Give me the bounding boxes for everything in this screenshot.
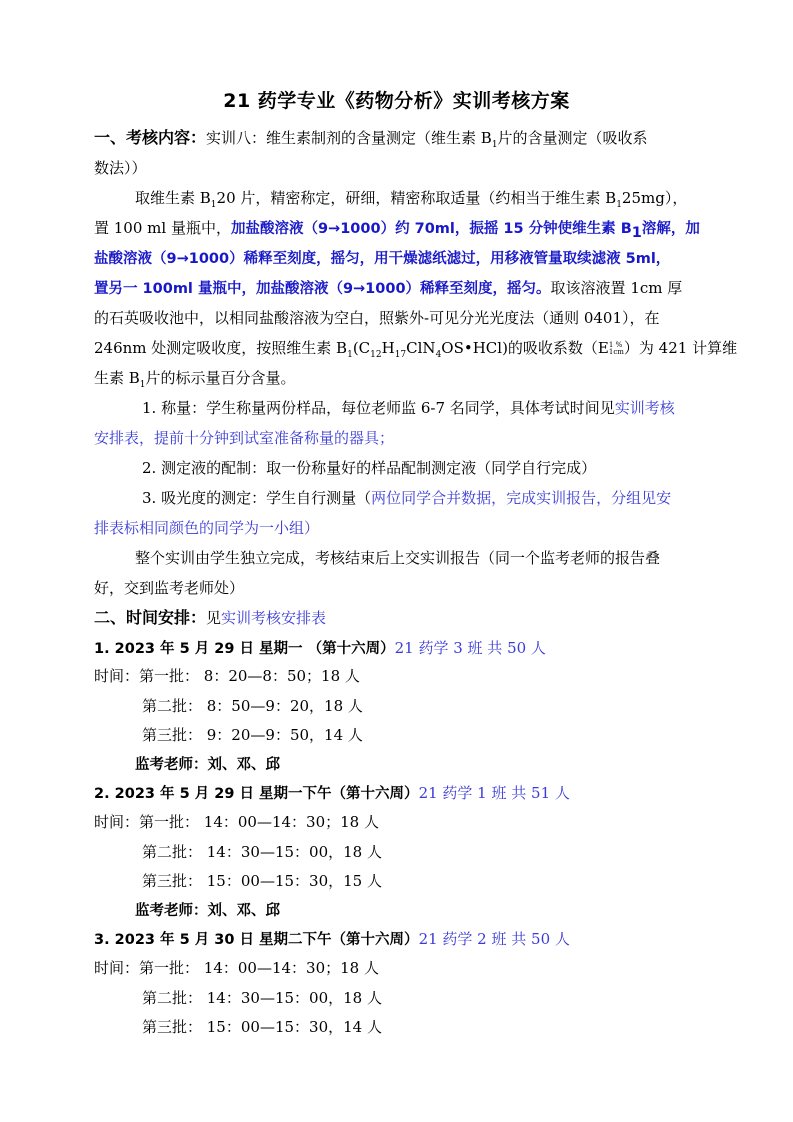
paragraph-2-line-1: 整个实训由学生独立完成，考核结束后上交实训报告（同一个监考老师的报告叠 [135, 549, 661, 567]
section1-intro-c: 数法）） [94, 159, 147, 177]
session-1-batch-3: 第三批： 9：20—9：50，14 人 [142, 726, 363, 744]
session-3-header: 3. 2023 年 5 月 30 日 星期二下午（第十六周）21 药学 2 班 共 50 人 [94, 930, 570, 948]
procedure-line-6: 246nm 处测定吸收度，按照维生素 $B_1(C_{12}H_{17}ClN_4OS•HCl)$的吸收系数（E1 % 1cm）为 421 计算维 [94, 339, 738, 360]
item-1-continuation: 安排表，提前十分钟到试室准备称量的器具； [94, 429, 395, 447]
section1-heading-line: 一、考核内容：实训八：维生素制剂的含量测定（维生素 $B_1$片的含量测定（吸收系 [94, 128, 648, 150]
schedule-link-2[interactable]: 实训考核安排表 [221, 609, 327, 627]
section2-heading: 二、时间安排： [94, 608, 207, 627]
item-2-line: 2. 测定液的配制：取一份称量好的样品配制测定液（同学自行完成） [142, 459, 597, 477]
session-1-proctors: 监考老师：刘、邓、邱 [135, 757, 280, 773]
paragraph-2-line-2: 好，交到监考老师处） [94, 579, 245, 597]
section2-heading-line: 二、时间安排：见实训考核安排表 [94, 608, 327, 627]
session-2-header: 2. 2023 年 5 月 29 日 星期一下午（第十六周）21 药学 1 班 共 51 人 [94, 784, 570, 802]
section1-intro-a: 实训八：维生素制剂的含量测定（维生素 B [206, 129, 492, 147]
session-3-batch-2: 第二批： 14：30—15：00，18 人 [142, 989, 382, 1007]
item-3-line: 3. 吸光度的测定：学生自行测量（两位同学合并数据，完成实训报告，分组见安 [142, 489, 672, 507]
session-1-header: 1. 2023 年 5 月 29 日 星期一 （第十六周）21 药学 3 班 共 50 人 [94, 639, 546, 657]
procedure-line-1: 取维生素 $B_120$ 片，精密称定，研细，精密称取适量（约相当于维生素 $B_125mg$）， [135, 189, 688, 210]
procedure-line-4: 置另一 100ml 量瓶中，加盐酸溶液（9→1000）稀释至刻度，摇匀。取该溶液置 1cm 厚 [94, 279, 683, 297]
section1-heading: 一、考核内容： [94, 128, 207, 147]
page-title: 21 药学专业《药物分析》实训考核方案 [223, 90, 570, 112]
session-2-batch-1: 时间：第一批： 14：00—14：30；18 人 [94, 813, 379, 831]
session-1-batch-1: 时间：第一批： 8：20—8：50；18 人 [94, 667, 360, 685]
procedure-line-7: 生素 $B_1$片的标示量百分含量。 [94, 369, 296, 390]
schedule-link[interactable]: 实训考核 [614, 399, 675, 417]
session-1-batch-2: 第二批： 8：50—9：20，18 人 [142, 697, 363, 715]
procedure-line-5: 的石英吸收池中，以相同盐酸溶液为空白，照紫外-可见分光光度法（通则 0401），在 [94, 309, 660, 327]
session-3-batch-3: 第三批： 15：00—15：30，14 人 [142, 1018, 382, 1036]
item-1-line: 1. 称量：学生称量两份样品，每位老师监 6-7 名同学，具体考试时间见实训考核 [142, 399, 675, 417]
procedure-line-2: 置 100 ml 量瓶中，加盐酸溶液（9→1000）约 70ml，振摇 15 分钟使维生素 $B_1$溶解，加 [94, 219, 700, 241]
section1-intro-b: 片的含量测定（吸收系 [497, 129, 648, 147]
session-2-proctors: 监考老师：刘、邓、邱 [135, 903, 280, 919]
session-3-batch-1: 时间：第一批： 14：00—14：30；18 人 [94, 959, 379, 977]
session-2-batch-2: 第二批： 14：30—15：00，18 人 [142, 843, 382, 861]
procedure-line-3: 盐酸溶液（9→1000）稀释至刻度，摇匀，用干燥滤纸滤过，用移液管量取续滤液 5ml， [94, 251, 671, 267]
item-3-continuation: 排表标相同颜色的同学为一小组） [94, 519, 320, 537]
session-2-batch-3: 第三批： 15：00—15：30，15 人 [142, 872, 382, 890]
absorbance-coefficient-fraction: 1 % 1cm [608, 341, 624, 356]
